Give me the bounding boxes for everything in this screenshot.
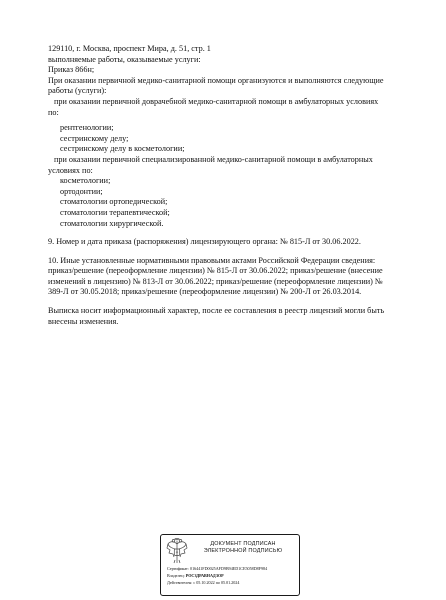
note-line: внесены изменения. [48, 316, 119, 326]
prehospital-line-1: при оказании первичной доврачебной медико-санитарной помощи в амбулаторных условиях [54, 96, 379, 106]
order-line: Приказ 866н; [48, 65, 95, 75]
section-10-line: 10. Иные установленные нормативными правовыми актами Российской Федерации сведения: [48, 255, 376, 265]
certificate-label: Сертификат: [167, 566, 189, 571]
prehospital-item: сестринскому делу; [60, 133, 129, 143]
primary-care-intro-line-1: При оказании первичной медико-санитарной помощи организуются и выполняются следующие [48, 75, 384, 85]
primary-care-intro-line-2: работы (услуги): [48, 86, 107, 96]
coat-of-arms-icon [166, 538, 188, 564]
note-line: Выписка носит информационный характер, после ее составления в реестр лицензий могли быть [48, 306, 385, 316]
validity-label: Действителен: [167, 579, 193, 585]
section-10-line: приказ/решение (переоформление лицензии) № 815-Л от 30.06.2022; приказ/решение (внесение [48, 266, 383, 276]
owner-row [167, 573, 295, 580]
validity-value: с 05.10.2022 по 05.01.2024 [193, 579, 240, 585]
prehospital-item: рентгенологии; [60, 123, 114, 133]
specialized-item: косметологии; [60, 176, 111, 186]
owner-label: Владелец: [167, 572, 185, 578]
section-9: 9. Номер и дата приказа (распоряжения) лицензирующего органа: № 815-Л от 30.06.2022. [48, 237, 361, 247]
specialized-line-1: при оказании первичной специализированной медико-санитарной помощи в амбулаторных [54, 154, 373, 164]
section-10-line: 389-Л от 30.05.2018; приказ/решение (переоформление лицензии) № 200-Л от 26.03.2014. [48, 287, 362, 297]
specialized-line-2: условиях по: [48, 165, 93, 175]
section-10-line: изменений в лицензию) № 813-Л от 30.06.2022; приказ/решение (переоформление лицензии) № [48, 276, 383, 286]
specialized-item: стоматологии хирургической. [60, 218, 164, 228]
specialized-item: ортодонтии; [60, 186, 103, 196]
document-body [48, 44, 424, 327]
works-intro: выполняемые работы, оказываемые услуги: [48, 54, 201, 64]
stamp-details [167, 566, 295, 586]
stamp-title [191, 541, 295, 555]
certificate-row [167, 566, 295, 573]
prehospital-line-2: по: [48, 107, 59, 117]
stamp-title-line-1: ДОКУМЕНТ ПОДПИСАН [210, 541, 276, 547]
certificate-value: 016441FD0025AFD9B94ED1CE5058D8F984 [190, 566, 268, 571]
stamp-title-line-2: ЭЛЕКТРОННОЙ ПОДПИСЬЮ [203, 548, 283, 554]
prehospital-item: сестринскому делу в косметологии; [60, 144, 185, 154]
specialized-item: стоматологии терапевтической; [60, 207, 170, 217]
electronic-signature-stamp [160, 534, 300, 596]
validity-row [167, 580, 295, 587]
address-line: 129110, г. Москва, проспект Мира, д. 51, стр. 1 [48, 44, 211, 53]
owner-value: РОСЗДРАВНАДЗОР [185, 572, 224, 578]
specialized-item: стоматологии ортопедической; [60, 197, 168, 207]
